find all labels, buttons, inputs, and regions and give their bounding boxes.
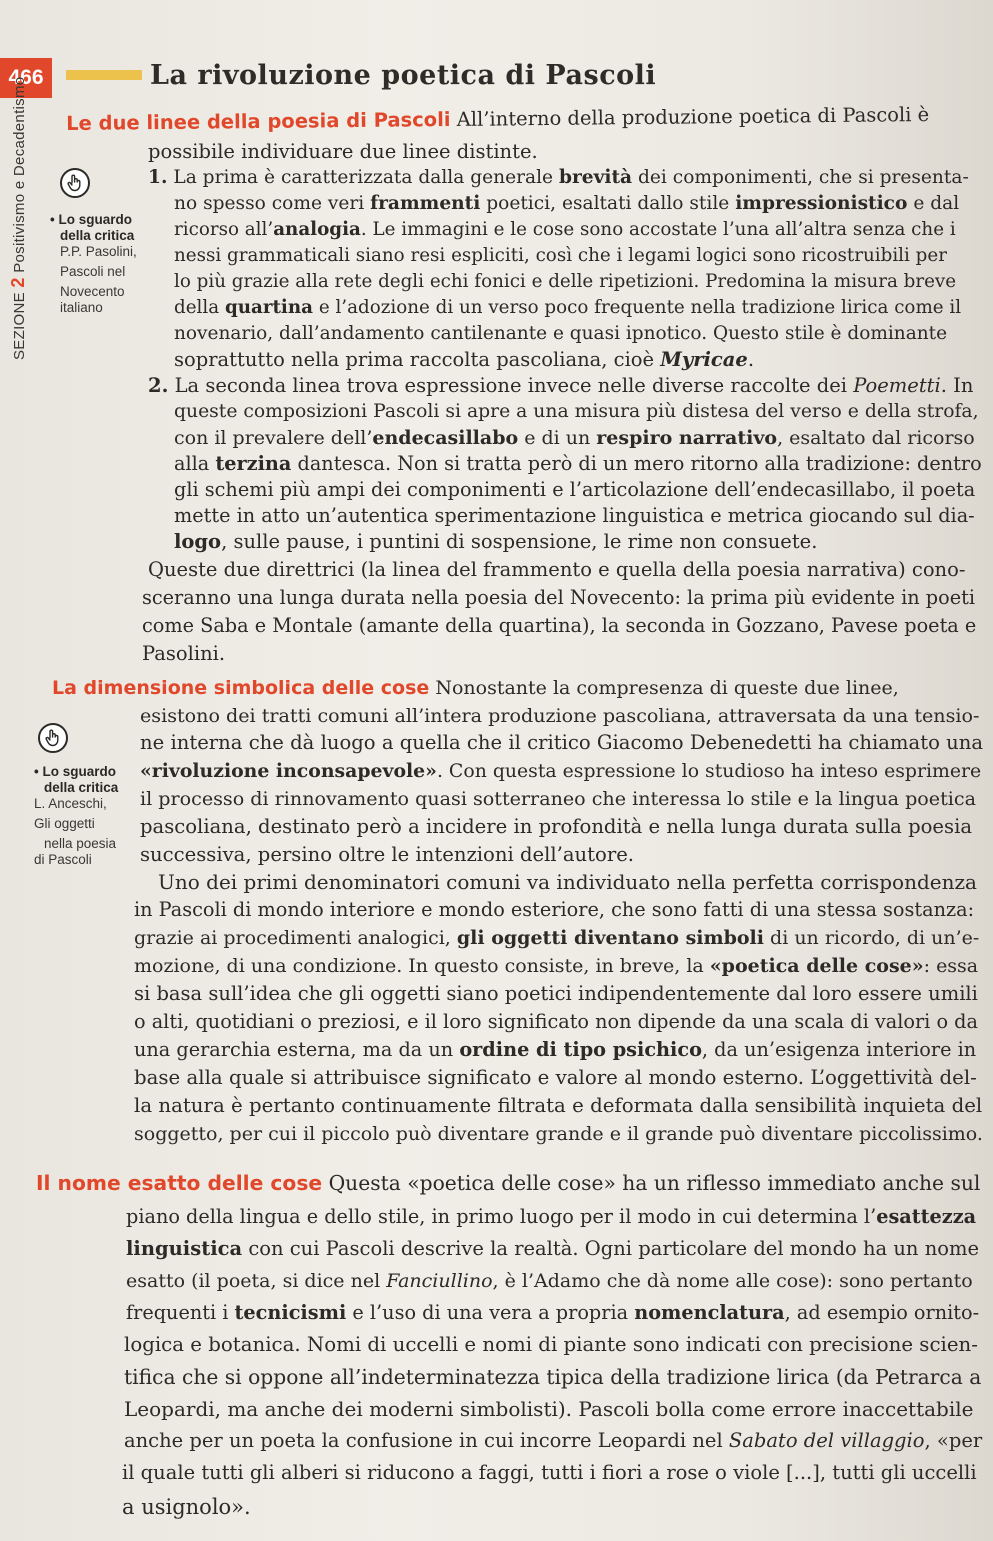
text-span: dei componimenti, che si presenta- [632, 167, 969, 188]
text-line [174, 348, 754, 372]
text-line: il quale tutti gli alberi si riducono a faggi, tutti i fiori a rose o viole [...], tutti gli uccelli [122, 1461, 977, 1484]
text-span: . [747, 348, 755, 371]
section3-heading-line [36, 1170, 980, 1196]
text-line: nessi grammaticali siano resi espliciti, così che i legami logici sono ricostruibili per [174, 245, 947, 266]
text-span: esattezza [876, 1205, 977, 1228]
text-span: piano della lingua e dello stile, in primo luogo per il modo in cui determina l’ [126, 1205, 877, 1228]
text-span: All’interno della produzione poetica di Pascoli è [456, 102, 930, 131]
text-line [134, 954, 978, 978]
text-span: , è l’Adamo che dà nome alle cose): sono pertanto [492, 1270, 973, 1292]
text-span: «poetica delle cose» [709, 955, 924, 977]
text-line: il processo di rinnovamento quasi sotterraneo che interessa lo stile e la lingua poetica [140, 787, 976, 810]
text-span: brevità [558, 167, 633, 188]
text-span: , da un’esigenza interiore in [701, 1038, 977, 1061]
text-span: ricorso all’ [174, 219, 274, 240]
text-line [174, 192, 959, 216]
text-span: nomenclatura [634, 1301, 785, 1324]
text-line: come Saba e Montale (amante della quartina), la seconda in Gozzano, Pavese poeta e [142, 614, 977, 637]
text-line: possibile individuare due linee distinte. [148, 140, 538, 163]
text-line: la natura è pertanto continuamente filtrata e deformata dalla sensibilità inquieta del [134, 1094, 983, 1117]
page-title: La rivoluzione poetica di Pascoli [150, 60, 657, 91]
text-line: gli schemi più ampi dei componimenti e l’articolazione dell’endecasillabo, il poeta [174, 478, 976, 501]
text-line [140, 759, 981, 784]
section2-heading-line [52, 676, 899, 700]
section-label-number: 2 [8, 277, 28, 288]
margin-note-2 [34, 764, 126, 868]
text-span: soprattutto nella prima raccolta pascoliana, cioè [174, 348, 661, 371]
text-span: frammenti [370, 193, 481, 214]
text-line: Pasolini. [142, 642, 226, 665]
text-span: , ad esempio ornito- [784, 1301, 980, 1324]
text-span: Poemetti [853, 374, 941, 397]
text-span: La seconda linea trova espressione invece nelle diverse raccolte dei [174, 374, 854, 397]
text-line [134, 926, 979, 950]
text-span: : essa [923, 955, 979, 977]
text-line: Uno dei primi denominatori comuni va individuato nella perfetta corrispondenza [158, 870, 977, 894]
text-span: gli oggetti diventano simboli [456, 927, 764, 949]
text-line: Leopardi, ma anche dei moderni simbolisti). Pascoli bolla come errore inaccettabile [124, 1397, 974, 1421]
text-line: Queste due direttrici (la linea del frammento e quella della poesia narrativa) cono- [148, 558, 966, 581]
text-span: dantesca. Non si tratta però di un mero ritorno alla tradizione: dentro [291, 452, 982, 475]
margin-note-1 [50, 212, 140, 316]
text-line [126, 1204, 976, 1230]
text-line: esistono dei tratti comuni all’intera produzione pascoliana, attraversata da una tensio- [140, 704, 980, 727]
text-span: , sulle pause, i puntini di sospensione, le rime non consuete. [221, 530, 818, 553]
text-span: poetici, esaltati dallo stile [480, 193, 736, 214]
text-span: quartina [224, 297, 314, 318]
text-span: . Le immagini e le cose sono accostate l’una all’altra senza che i [360, 219, 956, 240]
text-line [174, 530, 817, 554]
margin-note-line: italiano [60, 300, 103, 315]
text-line: mette in atto un’autentica sperimentazione linguistica e metrica giocando sul dia- [174, 504, 975, 527]
text-span: di un ricordo, di un’e- [764, 927, 980, 949]
text-span: analogia [273, 219, 361, 240]
text-span: anche per un poeta la confusione in cui incorre Leopardi nel [124, 1429, 729, 1452]
text-span: no spesso come veri [174, 193, 371, 214]
list-item-1-line [148, 166, 969, 190]
text-line: pascoliana, destinato però a incidere in profondità e nella lunga durata sulla poesia [140, 815, 973, 838]
text-line: sceranno una lunga durata nella poesia del Novecento: la prima più evidente in poeti [142, 586, 975, 609]
text-span: Nonostante la compresenza di queste due linee, [435, 677, 899, 699]
margin-note-label: della critica [60, 228, 135, 243]
margin-note-label: • Lo sguardo [50, 212, 132, 227]
title-rule [66, 70, 142, 80]
list-number: 2. [148, 374, 169, 397]
text-span: Questa «poetica delle cose» ha un riflesso immediato anche sul [328, 1171, 981, 1195]
margin-note-line: P.P. Pasolini, [60, 244, 137, 259]
margin-note-label: della critica [44, 780, 119, 795]
section-heading: Il nome esatto delle cose [36, 1171, 323, 1195]
text-line [134, 1038, 976, 1062]
text-line: in Pascoli di mondo interiore e mondo esteriore, che sono fatti di una stessa sostanza: [134, 898, 975, 921]
text-line: successiva, persino oltre le intenzioni dell’autore. [140, 843, 635, 866]
text-span: alla [174, 452, 216, 475]
text-span: e di un [518, 427, 597, 449]
text-span: Sabato del villaggio [728, 1429, 925, 1452]
text-line: a usignolo». [122, 1495, 251, 1519]
margin-note-line: L. Anceschi, [34, 796, 107, 811]
text-line [174, 452, 982, 476]
hand-pointer-icon [38, 723, 68, 753]
margin-note-line: Novecento [60, 284, 125, 299]
text-line [126, 1236, 979, 1262]
text-span: linguistica [126, 1237, 243, 1260]
margin-note-line: Gli oggetti [34, 816, 95, 831]
text-line: si basa sull’idea che gli oggetti siano poetici indipendentemente dal loro essere umili [134, 982, 978, 1005]
text-line: queste composizioni Pascoli si apre a una misura più distesa del verso e della strofa, [174, 401, 979, 422]
text-span: La prima è caratterizzata dalla generale [173, 167, 559, 188]
text-span: esatto (il poeta, si dice nel [126, 1270, 387, 1292]
text-span: . Con questa espressione lo studioso ha inteso esprimere [436, 761, 982, 782]
text-span: «rivoluzione inconsapevole» [140, 760, 437, 782]
page-number: 466 [0, 58, 52, 98]
text-line [174, 218, 956, 242]
text-line: base alla quale si attribuisce significato e valore al mondo esterno. L’oggettività del- [134, 1066, 977, 1089]
text-span: e l’uso di una vera a propria [346, 1301, 635, 1324]
text-span: Fanciullino [386, 1270, 493, 1292]
list-number: 1. [148, 167, 168, 188]
text-span: grazie ai procedimenti analogici, [134, 927, 457, 949]
text-span: endecasillabo [372, 427, 519, 449]
section-label-prefix: SEZIONE [11, 292, 28, 360]
text-line: lo più grazie alla rete degli echi fonici e delle ripetizioni. Predomina la misura breve [174, 271, 957, 292]
text-line: tifica che si oppone all’indeterminatezza tipica della tradizione lirica (da Petrarca a [124, 1365, 982, 1389]
text-line [174, 426, 975, 450]
text-span: della [174, 297, 225, 318]
margin-note-line: di Pascoli [34, 852, 92, 867]
text-span: frequenti i [126, 1301, 235, 1324]
text-span: una gerarchia esterna, ma da un [134, 1038, 460, 1061]
text-line [126, 1300, 979, 1326]
text-line: soggetto, per cui il piccolo può diventare grande e il grande può diventare piccolissimo. [134, 1123, 983, 1145]
section-label [8, 77, 29, 360]
margin-note-line: Pascoli nel [60, 264, 126, 279]
section1-heading-line [66, 103, 929, 136]
text-line: o alti, quotidiani o preziosi, e il loro significato non dipende da una scala di valori o da [134, 1010, 978, 1033]
text-span: . In [940, 374, 974, 397]
text-line [126, 1268, 973, 1294]
text-line [174, 296, 961, 320]
margin-note-line: nella poesia [44, 836, 117, 851]
section-heading: La dimensione simbolica delle cose [52, 677, 430, 699]
section-label-text: Positivismo e Decadentismo [11, 76, 28, 273]
text-line: ne interna che dà luogo a quella che il critico Giacomo Debenedetti ha chiamato una [140, 731, 984, 754]
margin-note-label: • Lo sguardo [34, 764, 116, 779]
text-span: e dal [907, 193, 960, 214]
list-item-2-line [148, 374, 973, 398]
text-span: e l’adozione di un verso poco frequente nella tradizione lirica come il [313, 297, 962, 318]
text-span: impressionistico [735, 193, 908, 214]
text-span: logo [174, 530, 222, 553]
text-span: tecnicismi [234, 1301, 347, 1324]
text-span: con il prevalere dell’ [174, 427, 373, 449]
text-span: mozione, di una condizione. In questo consiste, in breve, la [134, 955, 710, 977]
text-span: Myricae [660, 348, 748, 371]
section-heading: Le due linee della poesia di Pascoli [66, 107, 451, 135]
hand-pointer-icon [60, 168, 90, 198]
text-span: , esaltato dal ricorso [777, 427, 975, 449]
text-span: respiro narrativo [596, 427, 778, 449]
text-span: ordine di tipo psichico [459, 1038, 702, 1061]
text-span: terzina [215, 452, 292, 475]
text-line: logica e botanica. Nomi di uccelli e nomi di piante sono indicati con precisione scien- [124, 1333, 978, 1356]
text-span: con cui Pascoli descrive la realtà. Ogni particolare del mondo ha un nome [242, 1237, 980, 1260]
text-line: novenario, dall’andamento cantilenante e quasi ipnotico. Questo stile è dominante [174, 323, 948, 344]
text-line [124, 1428, 982, 1454]
text-span: , «per [924, 1429, 983, 1452]
